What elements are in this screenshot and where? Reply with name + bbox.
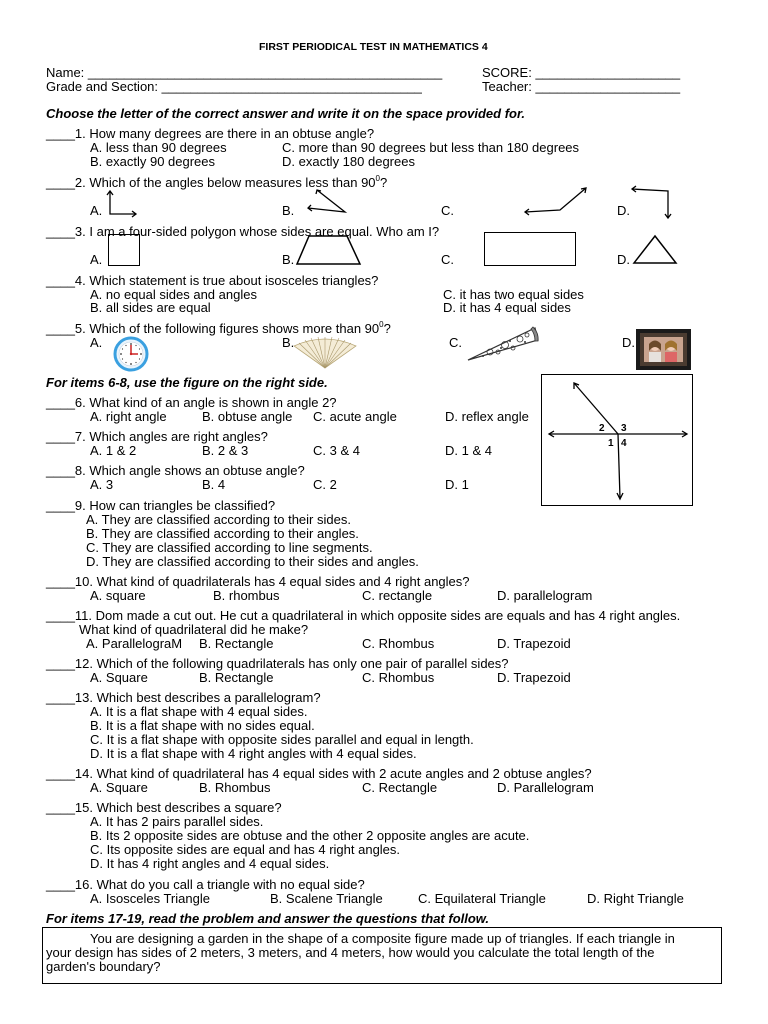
angle-a-icon (102, 190, 142, 220)
q15-stem: ____15. Which best describes a square? (46, 800, 282, 815)
q6-stem: ____6. What kind of an angle is shown in angle 2? (46, 395, 337, 410)
q9-option-c: C. They are classified according to line segments. (86, 540, 373, 555)
angle-label-1: 1 (608, 438, 614, 449)
q8-option-d: D. 1 (445, 477, 469, 492)
angle-label-4: 4 (621, 438, 627, 449)
q4-option-b: B. all sides are equal (90, 300, 211, 315)
q3-option-c: C. (441, 252, 454, 267)
problem-line-1: You are designing a garden in the shape of a composite figure made up of triangles. If each triangle in (90, 931, 675, 946)
q16-option-d: D. Right Triangle (587, 891, 684, 906)
q5-option-c: C. (449, 335, 462, 350)
q12-stem: ____12. Which of the following quadrilaterals has only one pair of parallel sides? (46, 656, 509, 671)
teacher-field[interactable]: Teacher: ____________________ (482, 79, 681, 94)
q13-option-d: D. It is a flat shape with 4 right angles with 4 equal sides. (90, 746, 417, 761)
q8-option-c: C. 2 (313, 477, 337, 492)
q13-stem: ____13. Which best describes a parallelogram? (46, 690, 321, 705)
q7-option-c: C. 3 & 4 (313, 443, 360, 458)
q5-option-a: A. (90, 335, 103, 350)
angle-c-icon (522, 186, 592, 216)
q3-option-a: A. (90, 252, 103, 267)
angle-d-icon (628, 185, 678, 221)
section-6-8-heading: For items 6-8, use the figure on the right side. (46, 375, 328, 390)
q4-option-d: D. it has 4 equal sides (443, 300, 571, 315)
name-field[interactable]: Name: _________________________________________________ (46, 65, 443, 80)
q5-option-b: B. (282, 335, 295, 350)
score-field[interactable]: SCORE: ____________________ (482, 65, 681, 80)
q7-option-d: D. 1 & 4 (445, 443, 492, 458)
folding-fan-icon (291, 336, 359, 370)
picture-frame-icon (636, 329, 692, 371)
q6-option-d: D. reflex angle (445, 409, 529, 424)
q1-option-b: B. exactly 90 degrees (90, 154, 216, 169)
q2-stem: ____2. Which of the angles below measures less than $90^0$? (46, 174, 388, 190)
q5-option-d: D. (622, 335, 635, 350)
q9-stem: ____9. How can triangles be classified? (46, 498, 276, 513)
intersecting-lines-diagram (541, 374, 693, 506)
clock-icon (108, 336, 156, 372)
q4-stem: ____4. Which statement is true about isosceles triangles? (46, 273, 379, 288)
q15-option-d: D. It has 4 right angles and 4 equal sides. (90, 856, 330, 871)
q15-option-c: C. Its opposite sides are equal and has 4 right angles. (90, 842, 401, 857)
q12-option-a: A. Square (90, 670, 148, 685)
q11-stem-2: What kind of quadrilateral did he make? (79, 622, 309, 637)
q1-option-a: A. less than 90 degrees (90, 140, 227, 155)
q10-option-b: B. rhombus (213, 588, 280, 603)
q11-stem: ____11. Dom made a cut out. He cut a quadrilateral in which opposite sides are equals and has 4 right angles. (46, 608, 681, 623)
q1-option-c: C. more than 90 degrees but less than 180 degrees (282, 140, 580, 155)
q2-option-c: C. (441, 203, 454, 218)
q14-stem: ____14. What kind of quadrilateral has 4 equal sides with 2 acute angles and 2 obtuse angles? (46, 766, 592, 781)
q12-option-b: B. Rectangle (199, 670, 274, 685)
q12-option-d: D. Trapezoid (497, 670, 571, 685)
q13-option-b: B. It is a flat shape with no sides equal. (90, 718, 315, 733)
q10-option-a: A. square (90, 588, 146, 603)
rectangle-shape (484, 232, 576, 266)
angle-label-3: 3 (621, 423, 627, 434)
q10-stem: ____10. What kind of quadrilaterals has 4 equal sides and 4 right angles? (46, 574, 470, 589)
q14-option-a: A. Square (90, 780, 148, 795)
q16-option-c: C. Equilateral Triangle (418, 891, 546, 906)
q11-option-b: B. Rectangle (199, 636, 274, 651)
q3-stem: ____3. I am a four-sided polygon whose sides are equal. Who am I? (46, 224, 440, 239)
problem-line-3: garden's boundary? (46, 959, 161, 974)
q10-option-c: C. rectangle (362, 588, 433, 603)
q7-option-b: B. 2 & 3 (202, 443, 249, 458)
q7-option-a: A. 1 & 2 (90, 443, 137, 458)
q6-option-a: A. right angle (90, 409, 167, 424)
q5-stem: ____5. Which of the following figures shows more than $90^0$? (46, 320, 391, 336)
q13-option-c: C. It is a flat shape with opposite sides parallel and equal in length. (90, 732, 474, 747)
q9-option-d: D. They are classified according to their sides and angles. (86, 554, 419, 569)
instruction: Choose the letter of the correct answer and write it on the space provided for. (46, 106, 525, 121)
q3-option-b: B. (282, 252, 295, 267)
q9-option-a: A. They are classified according to their sides. (86, 512, 351, 527)
q6-option-c: C. acute angle (313, 409, 397, 424)
q2-option-a: A. (90, 203, 103, 218)
q7-stem: ____7. Which angles are right angles? (46, 429, 268, 444)
grade-section-field[interactable]: Grade and Section: ____________________________________ (46, 79, 422, 94)
q8-option-a: A. 3 (90, 477, 114, 492)
q1-stem: ____1. How many degrees are there in an obtuse angle? (46, 126, 375, 141)
q11-option-a: A. ParallelograM (86, 636, 183, 651)
q15-option-b: B. Its 2 opposite sides are obtuse and the other 2 opposite angles are acute. (90, 828, 530, 843)
q16-stem: ____16. What do you call a triangle with no equal side? (46, 877, 365, 892)
square-shape (108, 234, 140, 266)
q15-option-a: A. It has 2 pairs parallel sides. (90, 814, 264, 829)
pizza-slice-icon (465, 325, 541, 363)
angle-label-2: 2 (599, 423, 605, 434)
q16-option-b: B. Scalene Triangle (270, 891, 383, 906)
q3-option-d: D. (617, 252, 630, 267)
q6-option-b: B. obtuse angle (202, 409, 293, 424)
q11-option-d: D. Trapezoid (497, 636, 571, 651)
q1-option-d: D. exactly 180 degrees (282, 154, 415, 169)
q8-option-b: B. 4 (202, 477, 226, 492)
angle-b-icon (305, 188, 350, 218)
q4-option-c: C. it has two equal sides (443, 287, 584, 302)
q2-option-d: D. (617, 203, 630, 218)
q14-option-d: D. Parallelogram (497, 780, 594, 795)
q14-option-c: C. Rectangle (362, 780, 438, 795)
q4-option-a: A. no equal sides and angles (90, 287, 257, 302)
q9-option-b: B. They are classified according to their angles. (86, 526, 359, 541)
q11-option-c: C. Rhombus (362, 636, 435, 651)
section-17-19-heading: For items 17-19, read the problem and answer the questions that follow. (46, 911, 490, 926)
triangle-shape (632, 235, 682, 267)
q12-option-c: C. Rhombus (362, 670, 435, 685)
q2-option-b: B. (282, 203, 295, 218)
trapezoid-shape (296, 235, 368, 267)
problem-line-2: your design has sides of 2 meters, 3 meters, and 4 meters, how would you calculate the total length of the (46, 945, 655, 960)
q13-option-a: A. It is a flat shape with 4 equal sides. (90, 704, 308, 719)
q8-stem: ____8. Which angle shows an obtuse angle? (46, 463, 305, 478)
q16-option-a: A. Isosceles Triangle (90, 891, 210, 906)
q10-option-d: D. parallelogram (497, 588, 593, 603)
q14-option-b: B. Rhombus (199, 780, 271, 795)
test-title: FIRST PERIODICAL TEST IN MATHEMATICS 4 (259, 41, 488, 53)
